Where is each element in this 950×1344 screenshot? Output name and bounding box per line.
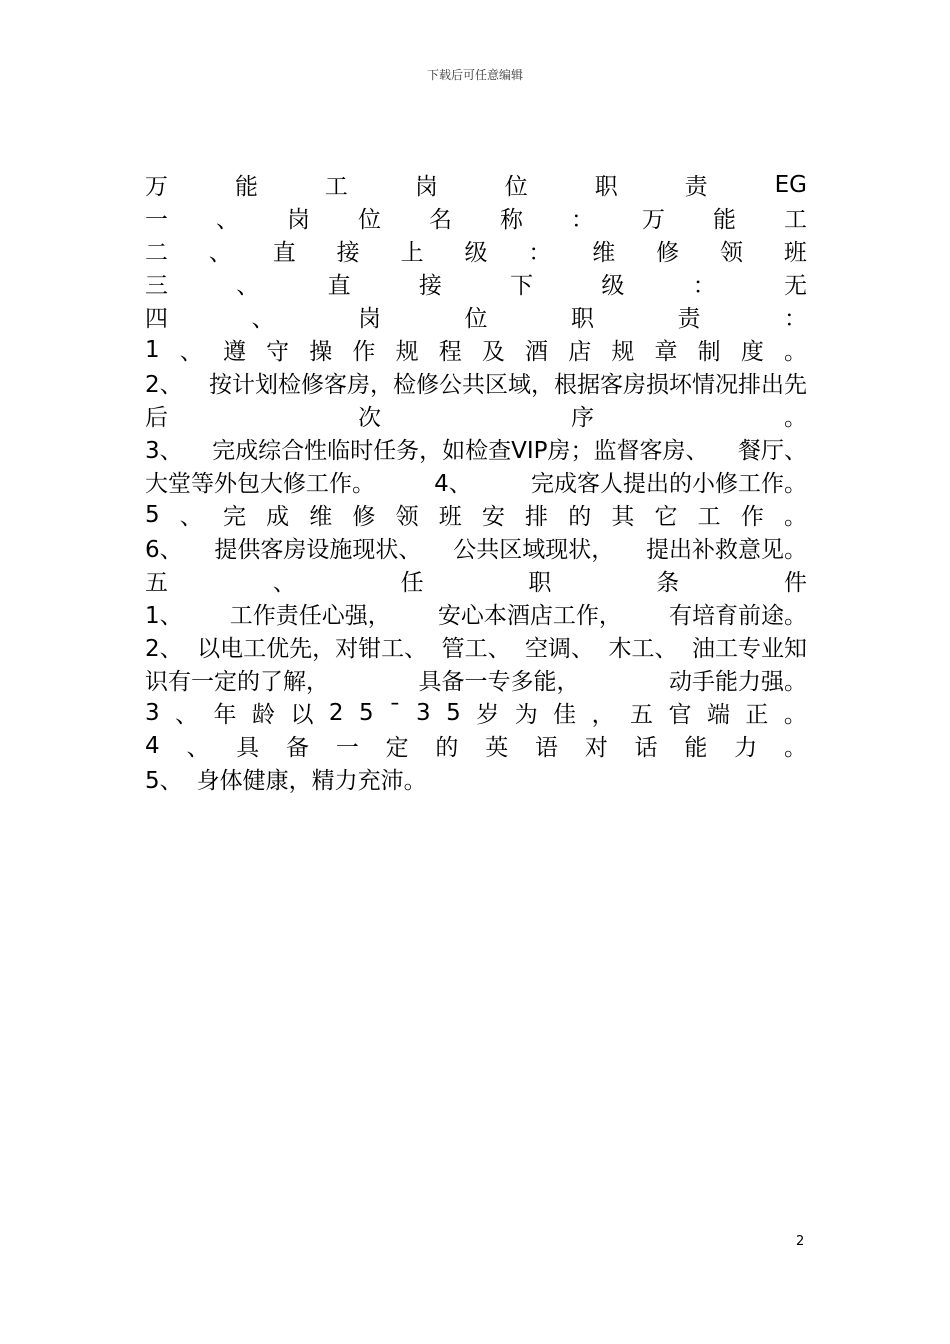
text-segment: 责 [684,174,708,200]
text-segment: 、 [208,240,232,266]
text-line [145,762,807,795]
page-number: 2 [796,1234,805,1249]
text-segment: 的 [435,735,459,761]
text-segment: 3、 [145,438,183,464]
text-segment: 语 [535,735,559,761]
text-segment: 任 [400,570,424,596]
text-segment: 度 [740,339,764,365]
text-segment: 3 [416,699,431,726]
text-segment: 2、 [145,636,183,662]
text-segment: 公共区域现状， [453,537,615,563]
text-segment: 完成综合性临时任务，如检查VIP房；监督客房、 [212,438,709,464]
text-segment: 职 [528,570,552,596]
text-segment: 接 [336,240,360,266]
text-segment: 次 [358,405,381,431]
text-segment: ： [784,306,807,332]
text-segment: 岗 [414,174,438,200]
text-segment: 、 [272,570,296,596]
text-segment: 条 [656,570,680,596]
text-segment: 成 [266,504,290,530]
text-segment: 三 [145,273,168,299]
text-segment: 安 [481,504,505,530]
text-segment: 领 [395,504,419,530]
text-segment: 能 [713,207,736,233]
text-segment: ， [591,702,615,728]
text-segment: 提出补救意见。 [645,537,807,563]
text-segment: 。 [783,339,807,365]
text-segment: 岁 [476,702,500,728]
text-segment: ： [692,273,716,299]
text-segment: 。 [783,702,807,728]
text-segment: 备 [286,735,310,761]
text-segment: 4、 [434,471,472,497]
text-segment: 工 [697,504,721,530]
text-segment: 5、 [145,768,183,794]
text-segment: 级 [464,240,488,266]
text-segment: 端 [706,702,730,728]
text-segment: ： [571,207,594,233]
text-segment: 、 [216,207,239,233]
text-segment: 龄 [252,702,275,728]
text-segment: 3 [145,699,160,726]
text-segment: 位 [504,174,528,200]
text-segment: 餐厅、 [738,438,807,464]
text-segment: 官 [668,702,692,728]
text-segment: 。 [784,405,807,431]
text-segment: 英 [485,735,509,761]
text-segment: 一 [335,735,359,761]
text-segment: 具 [236,735,260,761]
text-segment: 、 [179,504,203,530]
text-segment: ¯ [389,699,401,726]
text-segment: 级 [601,273,625,299]
text-segment: 定 [385,735,409,761]
text-segment: 规 [395,339,419,365]
text-segment: 2 [328,699,344,726]
text-segment: 操 [309,339,333,365]
text-segment: 有培育前途。 [668,603,807,629]
text-segment: 件 [783,570,807,596]
text-segment: 木工、 [608,636,678,662]
text-segment: 后 [145,405,168,431]
text-segment: 按计划检修客房，检修公共区域，根据客房损坏情况排出先 [209,372,807,398]
text-segment: 二 [145,240,168,266]
text-segment: 接 [418,273,442,299]
text-segment: 规 [611,339,635,365]
text-line [145,267,807,300]
text-segment: 以电工优先，对钳工、 [197,636,428,662]
text-segment: 身体健康，精力充沛。 [196,768,427,794]
text-segment: 具备一专多能， [418,669,580,695]
text-segment: 班 [438,504,462,530]
text-segment: 工作责任心强， [229,603,391,629]
text-line [145,729,807,762]
text-segment: 序 [571,405,594,431]
text-segment: 它 [654,504,678,530]
text-segment: 4 [145,732,160,759]
document-body [145,168,807,795]
text-line [145,531,807,564]
text-segment: 工 [784,207,807,233]
text-segment: 1、 [145,603,183,629]
text-segment: 维 [592,240,616,266]
text-segment: 对 [584,735,608,761]
text-segment: 岗 [287,207,310,233]
text-segment: 为 [514,702,538,728]
text-segment: 直 [327,273,351,299]
text-segment: 油工专业知 [691,636,807,662]
text-line [145,333,807,366]
text-segment: 上 [400,240,424,266]
text-line [145,630,807,663]
text-segment: 称 [500,207,523,233]
text-segment: 、 [175,702,199,728]
text-segment: 程 [438,339,462,365]
text-segment: 正 [745,702,769,728]
text-segment: 能 [684,735,708,761]
text-segment: 职 [571,306,594,332]
text-segment: 职 [594,174,618,200]
text-line [145,663,807,696]
text-segment: 责 [677,306,701,332]
text-line [145,696,807,729]
text-segment: 修 [656,240,680,266]
text-segment: 守 [266,339,290,365]
text-segment: 6、 [145,537,183,563]
text-segment: 下 [510,273,534,299]
text-segment: 万 [145,174,168,200]
text-line [145,300,807,333]
text-line [145,201,807,234]
text-segment: 以 [290,702,314,728]
text-segment: 2、 [145,372,183,398]
text-segment: 1 [145,336,160,363]
text-segment: 及 [481,339,505,365]
text-segment: 。 [784,735,807,761]
text-segment: 遵 [222,339,246,365]
text-segment: 大堂等外包大修工作。 [145,471,375,497]
text-segment: 工 [324,174,348,200]
text-segment: 能 [234,174,258,200]
text-segment: 、 [236,273,260,299]
text-segment: 其 [611,504,635,530]
text-segment: 岗 [358,306,381,332]
text-segment: 作 [352,339,376,365]
text-segment: 班 [783,240,807,266]
text-segment: 完 [222,504,246,530]
text-segment: 动手能力强。 [669,669,807,695]
text-segment: 的 [568,504,592,530]
text-segment: 万 [642,207,665,233]
text-segment: 5 [145,501,160,528]
text-segment: 直 [272,240,296,266]
text-segment: ： [528,240,552,266]
text-segment: 修 [352,504,376,530]
text-segment: 维 [309,504,333,530]
text-segment: 5 [359,699,374,726]
text-segment: 名 [429,207,452,233]
text-segment: 安心本酒店工作， [437,603,622,629]
text-segment: 、 [251,306,275,332]
text-segment: 。 [783,504,807,530]
text-line [145,432,807,465]
text-segment: 五 [630,702,654,728]
text-segment: 位 [464,306,488,332]
text-segment: 管工、 [441,636,511,662]
text-segment: 、 [179,339,203,365]
text-segment: 完成客人提出的小修工作。 [530,471,807,497]
text-segment: 5 [446,699,461,726]
text-segment: 一 [145,207,168,233]
text-segment: 章 [654,339,678,365]
text-line [145,498,807,531]
text-segment: 酒 [525,339,549,365]
text-line [145,366,807,399]
text-segment: 位 [358,207,381,233]
text-segment: 提供客房设施现状、 [214,537,422,563]
text-segment: 排 [525,504,549,530]
text-segment: 四 [145,306,168,332]
text-segment: 无 [783,273,807,299]
text-line [145,597,807,630]
text-segment: 年 [213,702,237,728]
text-segment: 话 [634,735,658,761]
text-segment: 佳 [553,702,577,728]
text-segment: 、 [186,735,210,761]
text-segment: 五 [145,570,168,596]
text-segment: 识有一定的了解， [145,669,329,695]
text-segment: EG [774,171,807,198]
page-header: 下载后可任意编辑 [426,68,523,82]
text-segment: 店 [568,339,592,365]
text-line [145,465,807,498]
text-line [145,168,807,201]
text-segment: 领 [720,240,744,266]
text-line [145,399,807,432]
text-line [145,234,807,267]
text-segment: 力 [734,735,758,761]
text-line [145,564,807,597]
text-segment: 制 [697,339,721,365]
text-segment: 空调、 [525,636,595,662]
text-segment: 作 [740,504,764,530]
